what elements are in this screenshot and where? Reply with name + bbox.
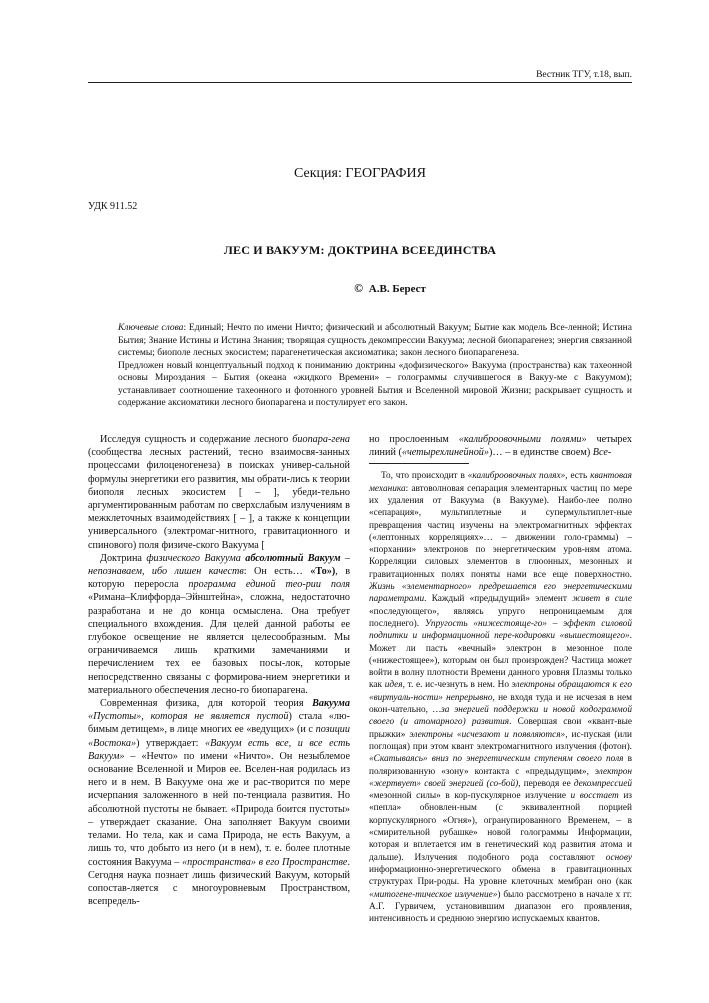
article-title: ЛЕС И ВАКУУМ: ДОКТРИНА ВСЕЕДИНСТВА (223, 243, 497, 257)
text-run: , переводя ее (518, 778, 574, 789)
text-run: , есть (565, 471, 591, 482)
udk-code: УДК 911.52 (88, 201, 138, 212)
text-run: Упругость «нижестояще-го» – эффект силовой подпитки и информационной пере-кодировки «вышестоящего» (369, 618, 633, 642)
abstract-summary: Предложен новый концептуальный подход к пониманию доктрины «дофизического» Вакуума (пространства) как тахеонной основы Мироздания – Бытия (океана «жидкого Времени» – голограммы случившегося в Вакуу-ме с Вакуумом); устанавливает соотношение тахеонного и фотонного уровней Бытия и Вселенной мировой Жизни; раскрывает сущность и содержание аксиоматики лесного биопарагена и постулирует его закон. (118, 360, 632, 408)
header-rule (88, 82, 632, 83)
text-run: – непознаваем, ибо лишен качеств (88, 552, 351, 578)
text-run: . Совершая свои «квант-вые прыжки» (369, 717, 632, 740)
text-run: из «пепла» обновлен-ным (с эквивалентной порцией корпускулярного «Огня»), огранупированного Временем, – в «смирительной рубашке» новой голограммы Информации, которая и вплетается им в генетический код развития атома и дальше). Излучения подобного рода составляют (369, 791, 632, 863)
right-column (369, 433, 632, 925)
text-run: «Римана–Клиффорда–Эйнштейна», сложна, недостаточно разработана и не до конца осмыслена. Она требует специального вхождения. Для целей данной работы ее глубокое освещение не является целесообразным. Мы ограничиваемся лишь краткими замечаниями и перечислением тех ее базовых посы-лок, которые непосредственно связаны с формирова-нием энергетики и материального обеспечения лесно-го биопарагена. (88, 592, 350, 696)
text-run: Современная физика, для которой теория (100, 698, 313, 710)
text-run: биопара-гена (292, 434, 350, 445)
text-run: «Скатываясь» вниз по энергетическим ступеням своего поля (369, 754, 624, 765)
text-run: «Вакуум есть все, и все есть Вакуум» (88, 737, 350, 762)
text-run: электрон «жертвует» своей энергией (со-бой) (369, 766, 632, 789)
author-name: А.В. Берест (368, 283, 426, 295)
text-run: квантовая механика (369, 471, 632, 494)
keywords-label: Ключевые слова (118, 323, 184, 333)
running-head: Вестник ТГУ, т.18, вып. (536, 70, 632, 80)
text-run: : Он есть… (243, 566, 311, 578)
text-run: но прослоенным (369, 434, 459, 445)
text-run: , не входя туда и не исчезая в нем окон-чательно, (369, 692, 633, 716)
text-run: информационно-энергетического обмена в гравитационных структурах При-роды. На уровне клеточных мембран оно (как (369, 864, 632, 888)
text-run: «митогене-тическое излучение» (369, 889, 498, 900)
keywords (118, 322, 632, 360)
text-run: в поляризованную «зону» контакта с «предыдущим», (369, 754, 633, 777)
text-run: «Пустоты», которая не является пустой (88, 711, 289, 723)
text-run: живет в силе (572, 594, 632, 605)
text-run: физического Вакуума (146, 552, 241, 564)
text-run: Доктрина (100, 552, 147, 564)
right-column-top-text (369, 433, 632, 459)
text-run: «То») (310, 566, 336, 578)
text-run: (сообщества лесных растений, тесно взаимосвя-занных процессами филоценогенеза) в поисках универ-сальной формулы энергетики его развития, мы обрати-лись к теории биополя лесных экосистем [ – ], убеди-тельно аргументированным работам по сверхслабым излучениям в межклеточных взаимодействиях [ – ], а также к концепции универсального (электромаг-нитного, гравитационного и спинового) поля физиче-ского Вакуума [ (88, 447, 350, 551)
footnote-text (369, 470, 632, 925)
text-run: , т. е. ис-чезнуть в нем. Но (402, 680, 512, 691)
text-run: …за энергией поддержки и новой кодограммой своего (и атомарного) развития (369, 705, 632, 728)
text-run: и восстает (570, 791, 619, 802)
text-run: абсолютный Вакуум (240, 552, 341, 564)
text-run: «калиброовочных полях» (467, 471, 566, 482)
text-run: , в которую переросла (88, 566, 351, 591)
text-run: «мезонной силы» в кор-пускулярное излучение (369, 791, 571, 802)
text-run: . Может ли пасть «вечный» электрон в мезонное поле («нижестоящее»), которым он был произрожден? Частица может войти в волну плотности Времени данного уровня Плазмы только как (369, 631, 632, 691)
text-run: ) стала «лю-бимым детищем», в лице многих ее «ведущих» (и с (88, 711, 350, 736)
text-run: )… – в единстве своем) (488, 447, 593, 459)
text-run: программа единой тео-рии поля (188, 579, 350, 591)
footnote (369, 470, 632, 925)
text-run: То, что происходит в (381, 471, 468, 482)
paragraph-2 (88, 552, 350, 697)
copyright-symbol: © (354, 281, 364, 295)
text-run: позиции «Востока» (88, 724, 350, 749)
section-title: Секция: ГЕОГРАФИЯ (294, 166, 426, 181)
paragraph-1 (88, 433, 350, 552)
paragraph-3 (88, 697, 350, 908)
text-run: : автоволновая сепарация элементарных частиц по мере их удаления от Вакуума (в Вакууме). Наибо-лее полно «сепарация», мультиплетные и супермультиплет-ные превращения частиц изучены на электромагнитных эффектах («лептонных корреляциях»… – движении голо-граммы) – «порхании» электронов по энергетическим уров-ням атома. Корреляции силовых элементов в глюонных, мезонных и гравитационных полях поняты нами все еще поверхностно. (369, 483, 632, 580)
text-run: ) утверждает: (136, 737, 206, 749)
text-run: . Сегодня наука познает лишь физический Вакуум, который сопостав-ляется с многоуровневым Пространством, всепредель- (88, 856, 350, 908)
text-run: «пространства» в его Пространстве (182, 856, 348, 868)
text-run: «калиброовочными полями» (458, 434, 587, 445)
text-run: основу (605, 852, 632, 863)
text-run: ) было рассмотрено в начале х гг. А.Г. Гурвичем, установившим диапазон его проявления, интенсивность и среднюю энергию испускаемых квантов. (369, 889, 633, 925)
text-run: Жизнь «элементарного» предрешается его энергетическими параметрами (369, 582, 632, 605)
text-run: «последующего», являясь упруго непроницаемым для последнего). (369, 606, 632, 629)
footnote-rule (369, 463, 469, 464)
left-column (88, 433, 350, 908)
text-run: Все- (592, 447, 612, 459)
text-run: . Каждый «предыдущий» элемент (424, 594, 573, 605)
text-run: , ис-пуская (или поглощая) при этом квант электромагнитного излучения (фотон). (369, 729, 632, 752)
author-line (88, 281, 632, 296)
text-run: декомпрессией (573, 778, 632, 789)
text-run: – «Нечто» по имени «Ничто». Он незыблемое основание Вселенной и Миров ее. Вселен-ная родилась из него и в нем. В Вакууме она же и рас-творится по мере исчерпания заложенного в ней по-тенциала развития. Но абсолютной пустоты не бывает. «Природа боится пустоты» – утверждает сказание. Она заполняет Вакуум своими телами. Но тела, как и сама Природа, не есть Вакуум, а лишь то, что добыто из него (и в нем), т. е. более плотные состояния Вакуума – (88, 750, 350, 868)
text-run: «четырехлинейной» (401, 447, 489, 459)
text-run: электроны обращаются к его «виртуаль-ности» непрерывно (369, 680, 632, 703)
text-run: идея (384, 680, 403, 691)
keywords-text: : Единый; Нечто по имени Ничто; физический и абсолютный Вакуум; Бытие как модель Все-ленной; Истина Бытия; Знание Истины и Истина Знания; творящая сущность декомпрессии Вакуума; лесной биопарагенез; энергия связанной системы; биополе лесных экосистем; парагенетическая аксиоматика; закон лесного биопарагенеза. (118, 323, 632, 358)
text-run: электроны «исчезают и появляются» (409, 729, 566, 740)
abstract (118, 322, 632, 410)
text-run: Исследуя сущность и содержание лесного (100, 434, 293, 445)
text-run: четырех линий ( (369, 434, 633, 459)
text-run: Вакуума (312, 698, 350, 710)
